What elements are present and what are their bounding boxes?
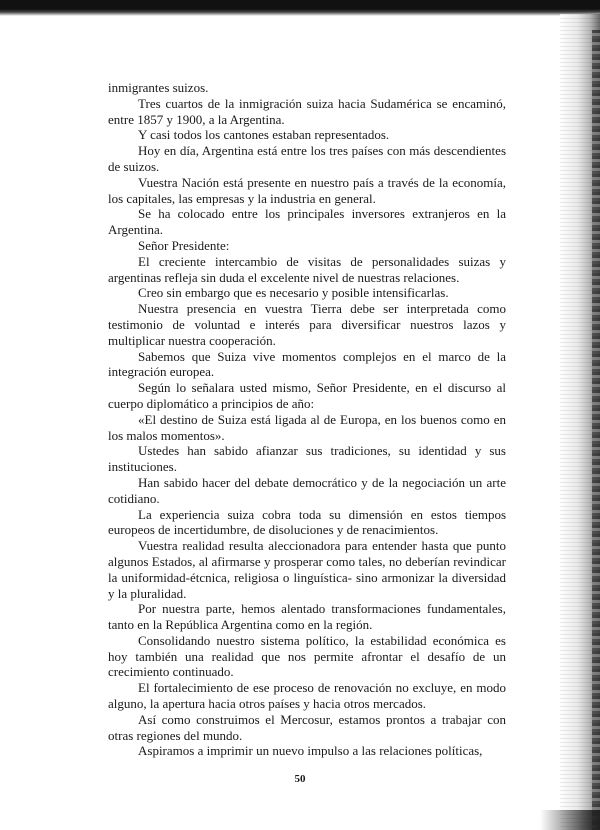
paragraph: Vuestra Nación está presente en nuestro país a través de la economía, los capitales, las empresas y la industria en general. [108,174,506,206]
paragraph: inmigrantes suizos. [108,80,209,95]
paragraph: Así como construimos el Mercosur, estamos prontos a trabajar con otras regiones del mundo. [108,711,506,743]
paragraph: Aspiramos a imprimir un nuevo impulso a las relaciones políticas, [138,743,483,759]
paragraph: El fortalecimiento de ese proceso de renovación no excluye, en modo alguno, la apertura hacia otros países y hacia otros mercados. [108,680,506,712]
paragraph: Creo sin embargo que es necesario y posible intensificarlas. [138,285,449,301]
paragraph: Según lo señalara usted mismo, Señor Presidente, en el discurso al cuerpo diplomático a principios de año: [108,380,506,411]
paragraph: Sabemos que Suiza vive momentos complejos en el marco de la integración europea. [108,348,506,380]
paragraph: Consolidando nuestro sistema político, la estabilidad económica es hoy también una realidad que nos permite afrontar el desafío de un crecimiento continuado. [108,632,506,680]
paragraph: El creciente intercambio de visitas de personalidades suizas y argentinas refleja sin duda el excelente nivel de nuestras relaciones. [108,253,506,285]
scan-top-edge [0,0,600,16]
paragraph: Ustedes han sabido afianzar sus tradiciones, su identidad y sus instituciones. [108,443,506,475]
scan-bottom-edge [540,810,600,830]
paragraph: Señor Presidente: [138,237,230,253]
paragraph: «El destino de Suiza está ligada al de Europa, en los buenos como en los malos momentos». [108,411,506,443]
paragraph: Vuestra realidad resulta aleccionadora para entender hasta que punto algunos Estados, al afirmarse y prosperar como tales, no deberían revindicar la uniformidad-étcnica, religiosa o linguística- sino armonizar la diversidad y la pluralidad. [108,538,506,601]
page-number: 50 [294,773,306,785]
scan-right-edge [592,30,600,830]
paragraph: Nuestra presencia en vuestra Tierra debe ser interpretada como testimonio de voluntad e interés para diversificar nuestros lazos y multiplicar nuestra cooperación. [108,301,506,348]
paragraph: La experiencia suiza cobra toda su dimensión en estos tiempos europeos de incertidumbre, de disoluciones y de renacimientos. [108,506,506,538]
paragraph: Han sabido hacer del debate democrático y de la negociación un arte cotidiano. [108,474,506,506]
paragraph: Tres cuartos de la inmigración suiza hacia Sudamérica se encaminó, entre 1857 y 1900, a la Argentina. [108,95,506,127]
paragraph: Y casi todos los cantones estaban representados. [138,127,390,143]
paragraph: Se ha colocado entre los principales inversores extranjeros en la Argentina. [108,206,506,238]
paragraph: Hoy en día, Argentina está entre los tres países con más descendientes de suizos. [108,143,506,174]
document-body [108,80,506,759]
paragraph: Por nuestra parte, hemos alentado transformaciones fundamentales, tanto en la República Argentina como en la región. [108,601,506,633]
